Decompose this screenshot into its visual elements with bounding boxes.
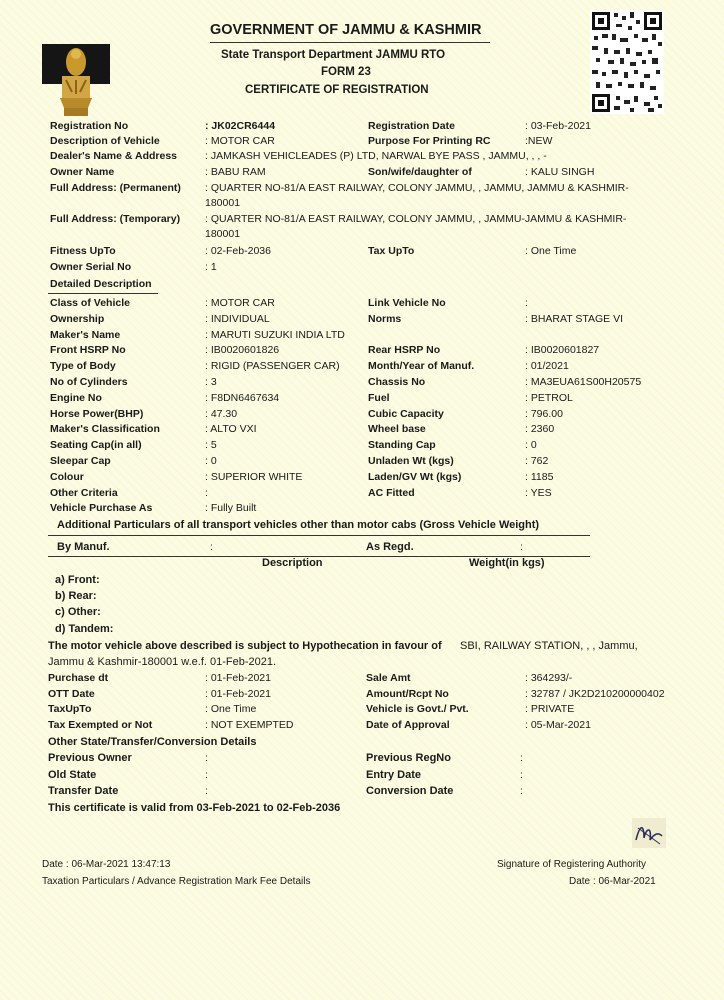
sale-label-right: Vehicle is Govt./ Pvt. bbox=[366, 703, 469, 716]
detail-value-left: : bbox=[205, 486, 208, 499]
temporary-address-line2: 180001 bbox=[205, 228, 241, 240]
footer-date-right: Date : 06-Mar-2021 bbox=[569, 876, 656, 887]
desc-value: : MOTOR CAR bbox=[205, 135, 275, 147]
detail-value-left: : F8DN6467634 bbox=[205, 391, 280, 404]
detail-value-right: : 01/2021 bbox=[525, 360, 569, 373]
detail-label-left: Maker's Classification bbox=[50, 423, 160, 436]
footer-date-left: Date : 06-Mar-2021 13:47:13 bbox=[42, 859, 171, 870]
detail-value-left: : Fully Built bbox=[205, 502, 257, 515]
detail-value-right: : bbox=[525, 297, 528, 309]
detailed-description-title: Detailed Description bbox=[50, 278, 152, 290]
owner-label: Owner Name bbox=[50, 166, 115, 178]
detail-label-right: Wheel base bbox=[368, 423, 426, 436]
detail-value-right: : IB0020601827 bbox=[525, 344, 600, 357]
permanent-address-line2: 180001 bbox=[205, 197, 241, 209]
as-regd-colon: : bbox=[520, 541, 523, 553]
header-government: GOVERNMENT OF JAMMU & KASHMIR bbox=[210, 22, 482, 38]
hypothecation-bank: SBI, RAILWAY STATION, , , Jammu, bbox=[460, 640, 638, 652]
detail-value-left: : 5 bbox=[205, 439, 217, 452]
detail-value-right: : YES bbox=[525, 486, 552, 499]
footer-signature-label: Signature of Registering Authority bbox=[497, 859, 646, 870]
fitness-value: : 02-Feb-2036 bbox=[205, 245, 271, 257]
detail-value-right: : 2360 bbox=[525, 423, 555, 436]
detail-label-left: Maker's Name bbox=[50, 328, 121, 341]
detail-label-left: Class of Vehicle bbox=[50, 297, 130, 309]
transfer-value-right: : bbox=[520, 785, 523, 797]
detail-label-right: Month/Year of Manuf. bbox=[368, 360, 475, 373]
sale-value-left: : 01-Feb-2021 bbox=[205, 672, 271, 684]
detail-label-left: Vehicle Purchase As bbox=[50, 502, 153, 515]
transfer-value-right: : bbox=[520, 768, 523, 781]
detail-label-left: Ownership bbox=[50, 312, 105, 325]
detail-label-right: Fuel bbox=[368, 391, 390, 404]
sale-value-left: : NOT EXEMPTED bbox=[205, 719, 294, 732]
relation-value: : KALU SINGH bbox=[525, 166, 595, 178]
sale-label-right: Date of Approval bbox=[366, 719, 450, 732]
detail-value-right: : PETROL bbox=[525, 391, 573, 404]
transfer-label-left: Old State bbox=[48, 768, 97, 781]
sale-label-right: Amount/Rcpt No bbox=[366, 687, 449, 700]
additional-particulars-title: Additional Particulars of all transport vehicles other than motor cabs (Gross Vehicle Weight) bbox=[57, 519, 540, 531]
signature-mark bbox=[632, 818, 666, 848]
description-header: Description bbox=[262, 557, 323, 569]
other-label: c) Other: bbox=[55, 606, 101, 618]
detail-label-right: Rear HSRP No bbox=[368, 344, 441, 357]
rear-label: b) Rear: bbox=[55, 590, 97, 602]
temporary-address-label: Full Address: (Temporary) bbox=[50, 213, 181, 225]
detail-label-right: Norms bbox=[368, 312, 402, 325]
transfer-value-left: : bbox=[205, 752, 208, 764]
detail-value-left: : ALTO VXI bbox=[205, 423, 257, 436]
detail-value-left: : 0 bbox=[205, 455, 217, 467]
tandem-label: d) Tandem: bbox=[55, 623, 114, 635]
detail-label-right: Cubic Capacity bbox=[368, 407, 444, 420]
detail-label-left: Engine No bbox=[50, 391, 102, 404]
header-department: State Transport Department JAMMU RTO bbox=[221, 49, 446, 61]
owner-serial-value: : 1 bbox=[205, 261, 217, 273]
hypothecation-text: The motor vehicle above described is subject to Hypothecation in favour of bbox=[48, 640, 442, 652]
sale-value-right: : 32787 / JK2D210200000402 bbox=[525, 687, 665, 700]
detail-value-left: : 47.30 bbox=[205, 407, 238, 420]
detail-value-right: : 1185 bbox=[525, 470, 554, 483]
header-underline bbox=[210, 42, 490, 43]
desc-label: Description of Vehicle bbox=[50, 135, 160, 147]
detail-value-right: : 0 bbox=[525, 439, 537, 452]
qr-code bbox=[590, 10, 664, 114]
validity-text: This certificate is valid from 03-Feb-2021 to 02-Feb-2036 bbox=[48, 802, 341, 814]
detail-value-right: : MA3EUA61S00H20575 bbox=[525, 376, 642, 388]
transfer-value-left: : bbox=[205, 768, 208, 781]
detail-label-right: Link Vehicle No bbox=[368, 297, 446, 309]
header-certificate: CERTIFICATE OF REGISTRATION bbox=[245, 84, 429, 96]
detail-value-left: : MARUTI SUZUKI INDIA LTD bbox=[205, 328, 345, 341]
purpose-value: :NEW bbox=[525, 135, 553, 147]
owner-serial-label: Owner Serial No bbox=[50, 261, 132, 273]
detail-value-left: : INDIVIDUAL bbox=[205, 312, 270, 325]
transfer-label-left: Transfer Date bbox=[48, 785, 119, 797]
detail-value-left: : RIGID (PASSENGER CAR) bbox=[205, 360, 340, 373]
weight-header: Weight(in kgs) bbox=[469, 557, 545, 569]
owner-value: : BABU RAM bbox=[205, 166, 266, 178]
transfer-label-right: Previous RegNo bbox=[366, 752, 451, 764]
detail-label-right: Laden/GV Wt (kgs) bbox=[368, 470, 462, 483]
tax-label: Tax UpTo bbox=[368, 245, 415, 257]
transfer-label-right: Conversion Date bbox=[366, 785, 454, 797]
state-emblem-icon bbox=[42, 42, 110, 122]
transfer-label-right: Entry Date bbox=[366, 768, 422, 781]
sale-label-left: Tax Exempted or Not bbox=[48, 719, 153, 732]
sale-label-left: TaxUpTo bbox=[48, 703, 92, 716]
purpose-label: Purpose For Printing RC bbox=[368, 135, 491, 147]
detail-label-left: Colour bbox=[50, 470, 84, 483]
detailed-title-underline bbox=[48, 293, 158, 294]
transfer-label-left: Previous Owner bbox=[48, 752, 132, 764]
detail-value-left: : IB0020601826 bbox=[205, 344, 280, 357]
detail-value-left: : SUPERIOR WHITE bbox=[205, 470, 303, 483]
dealer-value: : JAMKASH VEHICLEADES (P) LTD, NARWAL BYE PASS , JAMMU, , , - bbox=[205, 150, 547, 162]
as-regd-label: As Regd. bbox=[366, 541, 414, 553]
header-form: FORM 23 bbox=[321, 66, 371, 78]
detail-label-right: Standing Cap bbox=[368, 439, 436, 452]
reg-no-label: Registration No bbox=[50, 120, 129, 132]
detail-label-left: Sleepar Cap bbox=[50, 455, 111, 467]
front-label: a) Front: bbox=[55, 574, 100, 586]
hypothecation-address: Jammu & Kashmir-180001 w.e.f. 01-Feb-2021. bbox=[48, 656, 277, 668]
detail-label-left: Front HSRP No bbox=[50, 344, 126, 357]
tax-value: : One Time bbox=[525, 245, 577, 257]
detail-label-left: Other Criteria bbox=[50, 486, 118, 499]
permanent-address-line1: : QUARTER NO-81/A EAST RAILWAY, COLONY JAMMU, , JAMMU, JAMMU & KASHMIR- bbox=[205, 182, 629, 194]
detail-label-right: AC Fitted bbox=[368, 486, 415, 499]
transfer-title: Other State/Transfer/Conversion Details bbox=[48, 736, 257, 748]
detail-label-left: Seating Cap(in all) bbox=[50, 439, 142, 452]
detail-value-right: : 762 bbox=[525, 455, 549, 467]
transfer-value-right: : bbox=[520, 752, 523, 764]
detail-label-right: Chassis No bbox=[368, 376, 426, 388]
reg-no-value: : JK02CR6444 bbox=[205, 120, 276, 132]
relation-label: Son/wife/daughter of bbox=[368, 166, 472, 178]
detail-label-right: Unladen Wt (kgs) bbox=[368, 455, 454, 467]
sale-value-right: : 05-Mar-2021 bbox=[525, 719, 591, 732]
temporary-address-line1: : QUARTER NO-81/A EAST RAILWAY, COLONY JAMMU, , JAMMU-JAMMU & KASHMIR- bbox=[205, 213, 627, 225]
sale-value-right: : PRIVATE bbox=[525, 703, 575, 716]
sale-value-right: : 364293/- bbox=[525, 672, 573, 684]
transfer-value-left: : bbox=[205, 785, 208, 797]
detail-value-right: : 796.00 bbox=[525, 407, 563, 420]
sale-label-left: OTT Date bbox=[48, 687, 95, 700]
detail-label-left: No of Cylinders bbox=[50, 376, 128, 388]
permanent-address-label: Full Address: (Permanent) bbox=[50, 182, 181, 194]
dealer-label: Dealer's Name & Address bbox=[50, 150, 177, 162]
sale-label-left: Purchase dt bbox=[48, 672, 109, 684]
footer-taxation: Taxation Particulars / Advance Registration Mark Fee Details bbox=[42, 876, 311, 887]
detail-label-left: Type of Body bbox=[50, 360, 116, 373]
detail-value-right: : BHARAT STAGE VI bbox=[525, 312, 624, 325]
reg-date-value: : 03-Feb-2021 bbox=[525, 120, 591, 132]
fitness-label: Fitness UpTo bbox=[50, 245, 116, 257]
sale-label-right: Sale Amt bbox=[366, 672, 411, 684]
detail-label-left: Horse Power(BHP) bbox=[50, 407, 144, 420]
additional-underline bbox=[48, 535, 590, 536]
sale-value-left: : 01-Feb-2021 bbox=[205, 687, 271, 700]
sale-value-left: : One Time bbox=[205, 703, 257, 716]
detail-value-left: : 3 bbox=[205, 376, 217, 388]
reg-date-label: Registration Date bbox=[368, 120, 455, 132]
by-manuf-label: By Manuf. bbox=[57, 541, 110, 553]
detail-value-left: : MOTOR CAR bbox=[205, 297, 275, 309]
by-manuf-colon: : bbox=[210, 541, 213, 553]
